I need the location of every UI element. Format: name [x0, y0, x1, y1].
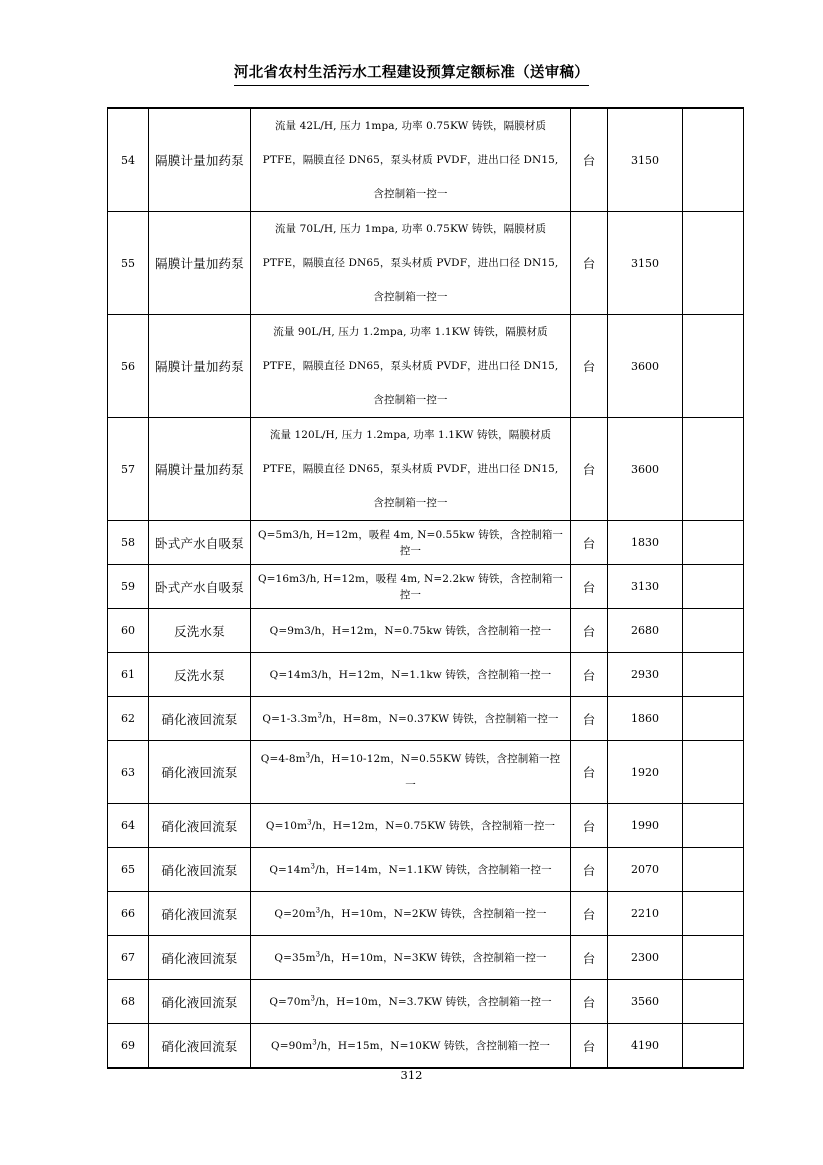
price-cell: 1830 [608, 521, 683, 565]
remark-cell [683, 980, 744, 1024]
table-row [108, 741, 744, 804]
row-number-cell: 59 [108, 565, 149, 609]
unit-cell: 台 [571, 212, 608, 315]
table-row [108, 418, 744, 521]
table-row [108, 980, 744, 1024]
row-number-cell: 65 [108, 848, 149, 892]
spec-line: $Q=70m^3/h$，H=10m，N=3.7KW 铸铁，含控制箱一控一 [269, 994, 552, 1008]
remark-cell [683, 804, 744, 848]
equipment-price-table [107, 107, 744, 1069]
unit-cell: 台 [571, 892, 608, 936]
remark-cell [683, 108, 744, 212]
spec-line: 含控制箱一控一 [373, 188, 448, 200]
specification-cell [251, 565, 571, 609]
remark-cell [683, 609, 744, 653]
equipment-name-cell: 硝化液回流泵 [149, 804, 251, 848]
price-cell: 3150 [608, 212, 683, 315]
spec-line: Q=16m3/h, H=12m，吸程 4m, N=2.2kw 铸铁，含控制箱一控一 [257, 572, 564, 601]
remark-cell [683, 848, 744, 892]
equipment-name-cell: 硝化液回流泵 [149, 980, 251, 1024]
equipment-name-cell: 隔膜计量加药泵 [149, 108, 251, 212]
unit-cell: 台 [571, 848, 608, 892]
price-cell: 1920 [608, 741, 683, 804]
spec-line: $Q=14m^3/h$，H=14m，N=1.1KW 铸铁，含控制箱一控一 [269, 862, 552, 876]
spec-line: PTFE，隔膜直径 DN65，泵头材质 PVDF，进出口径 DN15, [262, 257, 559, 269]
row-number-cell: 69 [108, 1024, 149, 1069]
specification-cell [251, 892, 571, 936]
remark-cell [683, 565, 744, 609]
table-row [108, 697, 744, 741]
unit-cell: 台 [571, 609, 608, 653]
document-title: 河北省农村生活污水工程建设预算定额标准（送审稿） [234, 63, 589, 86]
price-cell: 4190 [608, 1024, 683, 1069]
equipment-name-cell: 卧式产水自吸泵 [149, 521, 251, 565]
table-row [108, 565, 744, 609]
specification-cell [251, 936, 571, 980]
unit-cell: 台 [571, 980, 608, 1024]
equipment-name-cell: 硝化液回流泵 [149, 892, 251, 936]
remark-cell [683, 892, 744, 936]
document-header [0, 63, 823, 86]
specification-cell [251, 980, 571, 1024]
equipment-name-cell: 硝化液回流泵 [149, 936, 251, 980]
row-number-cell: 68 [108, 980, 149, 1024]
price-cell: 3130 [608, 565, 683, 609]
row-number-cell: 61 [108, 653, 149, 697]
price-cell: 3560 [608, 980, 683, 1024]
specification-cell [251, 609, 571, 653]
unit-cell: 台 [571, 108, 608, 212]
spec-line: Q=5m3/h, H=12m，吸程 4m, N=0.55kw 铸铁，含控制箱一控一 [257, 528, 564, 557]
row-number-cell: 60 [108, 609, 149, 653]
equipment-name-cell: 硝化液回流泵 [149, 1024, 251, 1069]
table-row [108, 804, 744, 848]
remark-cell [683, 697, 744, 741]
price-cell: 1990 [608, 804, 683, 848]
price-cell: 2210 [608, 892, 683, 936]
remark-cell [683, 418, 744, 521]
spec-line: $Q=1-3.3m^3/h$，H=8m，N=0.37KW 铸铁，含控制箱一控一 [262, 711, 559, 725]
spec-line: 流量 42L/H, 压力 1mpa, 功率 0.75KW 铸铁，隔膜材质 [274, 120, 547, 132]
spec-line: $Q=20m^3/h$，H=10m，N=2KW 铸铁，含控制箱一控一 [274, 906, 547, 920]
row-number-cell: 55 [108, 212, 149, 315]
specification-cell [251, 653, 571, 697]
table-row [108, 892, 744, 936]
equipment-name-cell: 反洗水泵 [149, 653, 251, 697]
remark-cell [683, 315, 744, 418]
row-number-cell: 64 [108, 804, 149, 848]
table-row [108, 521, 744, 565]
specification-cell [251, 741, 571, 804]
table-row [108, 108, 744, 212]
equipment-name-cell: 隔膜计量加药泵 [149, 315, 251, 418]
table-row [108, 936, 744, 980]
price-cell: 2070 [608, 848, 683, 892]
equipment-name-cell: 硝化液回流泵 [149, 697, 251, 741]
table-row [108, 212, 744, 315]
unit-cell: 台 [571, 315, 608, 418]
spec-line: $Q=90m^3/h$，H=15m，N=10KW 铸铁，含控制箱一控一 [271, 1038, 550, 1052]
remark-cell [683, 936, 744, 980]
equipment-name-cell: 反洗水泵 [149, 609, 251, 653]
specification-cell [251, 1024, 571, 1069]
specification-cell [251, 697, 571, 741]
unit-cell: 台 [571, 936, 608, 980]
specification-cell [251, 315, 571, 418]
unit-cell: 台 [571, 697, 608, 741]
page-number: 312 [400, 1068, 423, 1082]
table-row [108, 848, 744, 892]
spec-line: PTFE，隔膜直径 DN65，泵头材质 PVDF，进出口径 DN15, [262, 154, 559, 166]
table-body [108, 108, 744, 1068]
row-number-cell: 63 [108, 741, 149, 804]
specification-cell [251, 804, 571, 848]
equipment-name-cell: 硝化液回流泵 [149, 848, 251, 892]
equipment-name-cell: 卧式产水自吸泵 [149, 565, 251, 609]
unit-cell: 台 [571, 418, 608, 521]
remark-cell [683, 212, 744, 315]
row-number-cell: 66 [108, 892, 149, 936]
row-number-cell: 58 [108, 521, 149, 565]
unit-cell: 台 [571, 741, 608, 804]
table-row [108, 315, 744, 418]
remark-cell [683, 741, 744, 804]
spec-line: 流量 120L/H, 压力 1.2mpa, 功率 1.1KW 铸铁，隔膜材质 [269, 429, 552, 441]
table-row [108, 653, 744, 697]
spec-line: 含控制箱一控一 [373, 394, 448, 406]
equipment-name-cell: 硝化液回流泵 [149, 741, 251, 804]
row-number-cell: 57 [108, 418, 149, 521]
row-number-cell: 54 [108, 108, 149, 212]
spec-line: 含控制箱一控一 [373, 497, 448, 509]
equipment-name-cell: 隔膜计量加药泵 [149, 212, 251, 315]
spec-line: Q=9m3/h，H=12m，N=0.75kw 铸铁，含控制箱一控一 [269, 624, 552, 637]
price-cell: 3600 [608, 418, 683, 521]
unit-cell: 台 [571, 653, 608, 697]
unit-cell: 台 [571, 521, 608, 565]
specification-cell [251, 521, 571, 565]
spec-line: 流量 70L/H, 压力 1mpa, 功率 0.75KW 铸铁，隔膜材质 [274, 223, 547, 235]
spec-line: 含控制箱一控一 [373, 291, 448, 303]
price-cell: 3150 [608, 108, 683, 212]
price-cell: 2680 [608, 609, 683, 653]
remark-cell [683, 521, 744, 565]
unit-cell: 台 [571, 565, 608, 609]
row-number-cell: 67 [108, 936, 149, 980]
spec-line: 流量 90L/H, 压力 1.2mpa, 功率 1.1KW 铸铁，隔膜材质 [273, 326, 548, 338]
spec-line: Q=14m3/h，H=12m，N=1.1kw 铸铁，含控制箱一控一 [269, 668, 552, 681]
table-row [108, 1024, 744, 1069]
spec-line: PTFE，隔膜直径 DN65，泵头材质 PVDF，进出口径 DN15, [262, 360, 559, 372]
specification-cell [251, 848, 571, 892]
spec-line: 一 [405, 779, 416, 791]
unit-cell: 台 [571, 1024, 608, 1069]
equipment-name-cell: 隔膜计量加药泵 [149, 418, 251, 521]
specification-cell [251, 212, 571, 315]
price-cell: 2300 [608, 936, 683, 980]
row-number-cell: 56 [108, 315, 149, 418]
specification-cell [251, 108, 571, 212]
remark-cell [683, 653, 744, 697]
row-number-cell: 62 [108, 697, 149, 741]
table-row [108, 609, 744, 653]
price-cell: 2930 [608, 653, 683, 697]
price-cell: 1860 [608, 697, 683, 741]
price-cell: 3600 [608, 315, 683, 418]
remark-cell [683, 1024, 744, 1069]
spec-line: $Q=4-8m^3/h$，H=10-12m，N=0.55KW 铸铁，含控制箱一控 [260, 751, 561, 765]
spec-line: $Q=35m^3/h$，H=10m，N=3KW 铸铁，含控制箱一控一 [274, 950, 547, 964]
specification-cell [251, 418, 571, 521]
spec-line: PTFE，隔膜直径 DN65，泵头材质 PVDF，进出口径 DN15, [262, 463, 559, 475]
unit-cell: 台 [571, 804, 608, 848]
spec-line: $Q=10m^3/h$，H=12m，N=0.75KW 铸铁，含控制箱一控一 [265, 818, 556, 832]
